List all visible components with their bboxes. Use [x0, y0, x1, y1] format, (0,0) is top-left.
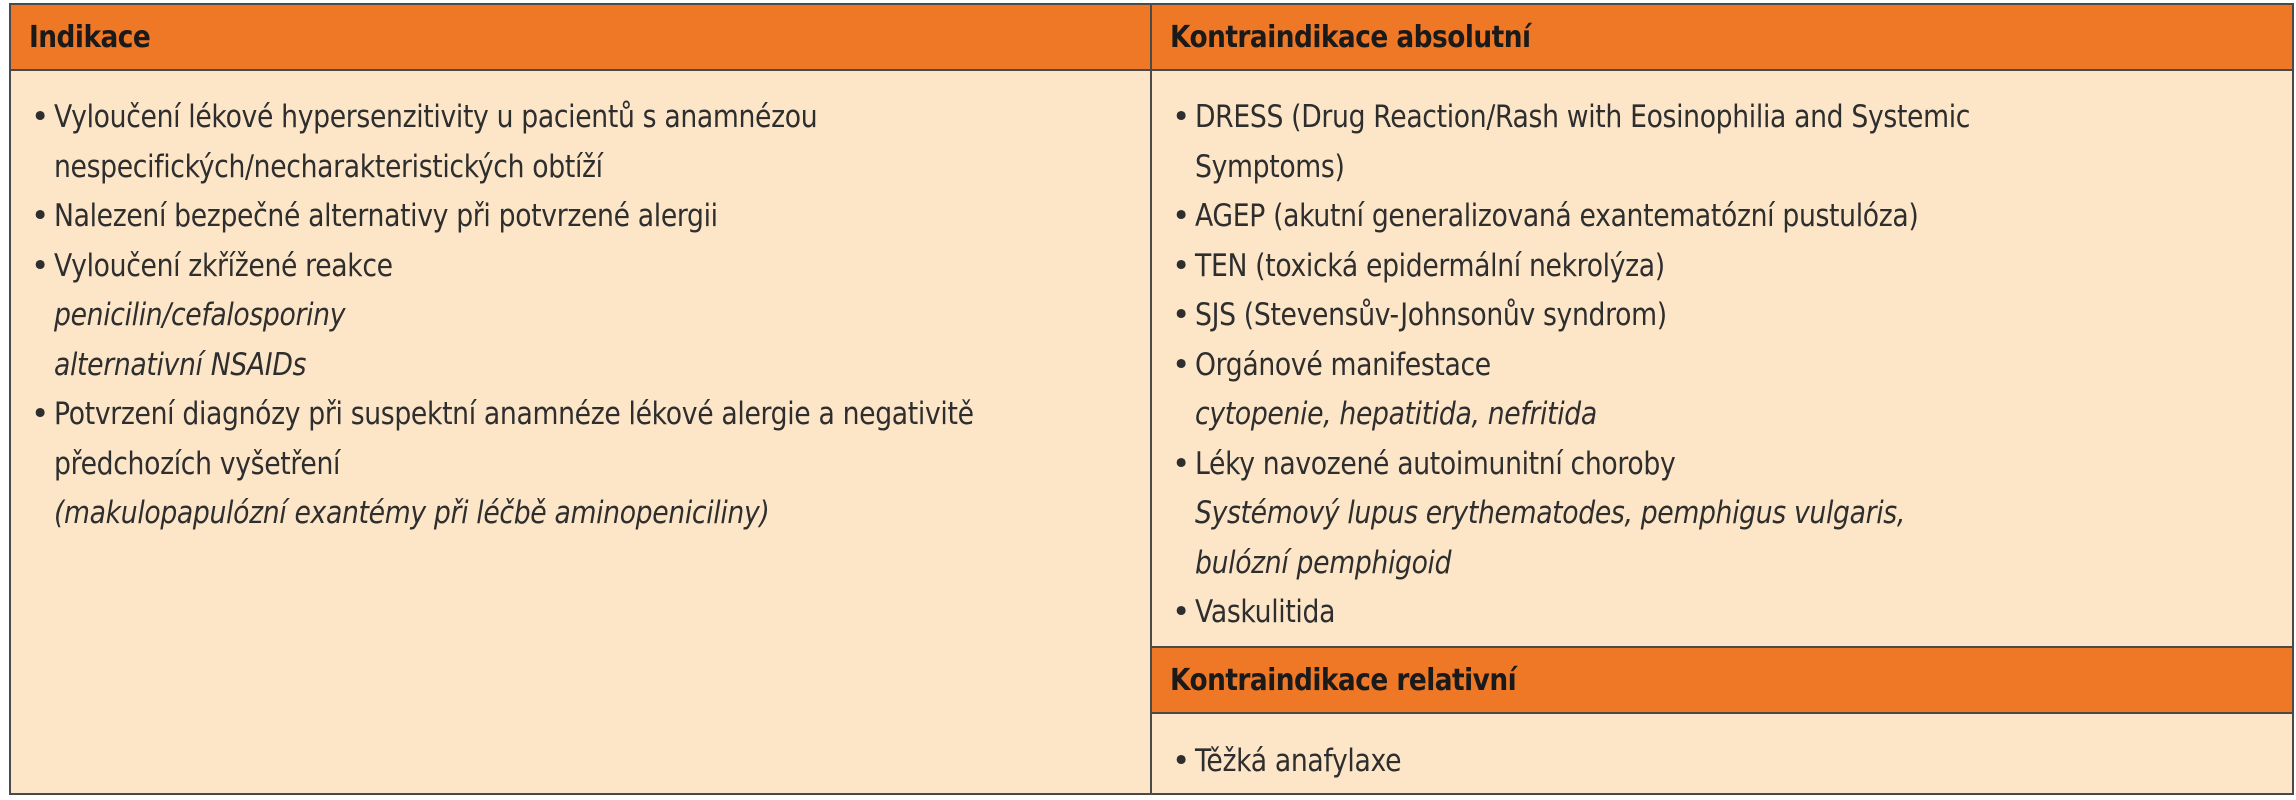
list-item-text: DRESS (Drug Reaction/Rash with Eosinophilia and Systemic — [1195, 99, 1971, 135]
bullet-icon: • — [1172, 346, 1190, 383]
absolute-contraindications-header-label: Kontraindikace absolutní — [1170, 20, 1531, 55]
contraindications-column — [1152, 5, 2292, 793]
list-item-text: Vyloučení lékové hypersenzitivity u pacientů s anamnézou — [54, 99, 818, 135]
list-item-text: nespecifických/necharakteristických obtíží — [54, 148, 603, 185]
list-item — [31, 93, 1140, 192]
indications-list — [31, 93, 1140, 539]
bullet-icon: • — [1172, 594, 1190, 630]
list-item-text: Potvrzení diagnózy při suspektní anamnéze lékové alergie a negativitě — [54, 396, 974, 432]
list-item-subtext: bulózní pemphigoid — [1195, 544, 1452, 581]
indications-header — [11, 5, 1150, 71]
relative-contraindications-list — [1172, 737, 2282, 787]
bullet-icon: • — [31, 99, 49, 135]
bullet-icon: • — [1172, 445, 1190, 482]
relative-contraindications-header-label: Kontraindikace relativní — [1170, 663, 1517, 698]
list-item — [1172, 737, 2282, 787]
list-item — [1172, 242, 2282, 292]
list-item — [1172, 291, 2282, 341]
relative-contraindications-header — [1152, 646, 2292, 714]
absolute-contraindications-header — [1152, 5, 2292, 71]
list-item — [1172, 440, 2282, 589]
list-item — [1172, 93, 2282, 192]
indications-column — [11, 5, 1150, 793]
list-item — [31, 390, 1140, 539]
bullet-icon: • — [31, 247, 49, 284]
list-item-text: AGEP (akutní generalizovaná exantematózní pustulóza) — [1195, 198, 1919, 234]
list-item — [1172, 341, 2282, 440]
bullet-icon: • — [1172, 247, 1190, 284]
list-item-subtext: Systémový lupus erythematodes, pemphigus vulgaris, — [1195, 495, 1905, 531]
list-item — [31, 242, 1140, 391]
list-item — [1172, 588, 2282, 638]
list-item-text: Symptoms) — [1195, 148, 1345, 185]
bullet-icon: • — [31, 198, 49, 234]
bullet-icon: • — [1172, 198, 1190, 234]
list-item-subtext: (makulopapulózní exantémy při léčbě aminopeniciliny) — [54, 495, 770, 531]
bullet-icon: • — [1172, 99, 1190, 135]
list-item-text: TEN (toxická epidermální nekrolýza) — [1195, 247, 1665, 284]
list-item-text: SJS (Stevensův-Johnsonův syndrom) — [1195, 297, 1667, 333]
list-item-text: předchozích vyšetření — [54, 445, 341, 482]
list-item-subtext: cytopenie, hepatitida, nefritida — [1195, 396, 1597, 432]
list-item-subtext: penicilin/cefalosporiny — [54, 297, 346, 333]
bullet-icon: • — [1172, 297, 1190, 333]
indication-table — [9, 3, 2294, 795]
list-item — [1172, 192, 2282, 242]
list-item-text: Nalezení bezpečné alternativy při potvrzené alergii — [54, 198, 718, 234]
indications-header-label: Indikace — [29, 20, 151, 55]
list-item-text: Léky navozené autoimunitní choroby — [1195, 445, 1676, 482]
list-item-subtext: alternativní NSAIDs — [54, 346, 307, 383]
list-item — [31, 192, 1140, 242]
list-item-text: Těžká anafylaxe — [1195, 743, 1402, 779]
bullet-icon: • — [31, 396, 49, 432]
bullet-icon: • — [1172, 743, 1190, 779]
list-item-text: Vaskulitida — [1195, 594, 1336, 630]
list-item-text: Orgánové manifestace — [1195, 346, 1491, 383]
absolute-contraindications-list — [1172, 93, 2282, 638]
list-item-text: Vyloučení zkřížené reakce — [54, 247, 393, 284]
